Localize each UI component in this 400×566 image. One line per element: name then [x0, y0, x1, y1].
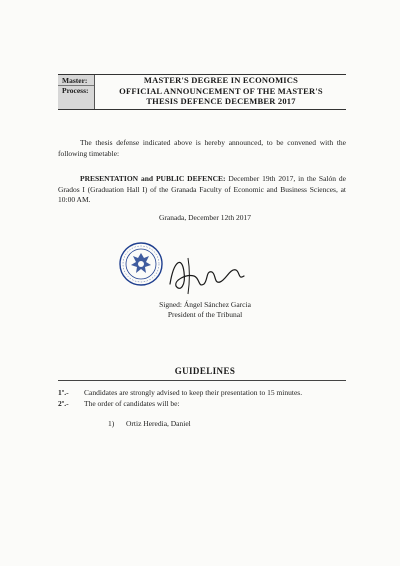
- guideline-item: [58, 388, 346, 398]
- announcement-header: [58, 74, 346, 110]
- guideline-text: The order of candidates will be:: [84, 399, 180, 408]
- guidelines-title: GUIDELINES: [174, 366, 236, 376]
- candidate-list-item: [108, 419, 191, 428]
- header-title-line3: THESIS DEFENCE DECEMBER 2017: [146, 96, 296, 106]
- intro-paragraph: The thesis defense indicated above is hereby announced, to be convened with the following timetable:: [58, 138, 346, 158]
- university-seal-icon: [118, 241, 164, 287]
- guideline-number: 1º.-: [58, 388, 69, 397]
- guideline-number: 2º.-: [58, 399, 69, 408]
- guideline-text: Candidates are strongly advised to keep their presentation to 15 minutes.: [84, 388, 303, 397]
- signatory-role: President of the Tribunal: [167, 310, 243, 319]
- header-title-line1: MASTER'S DEGREE IN ECONOMICS: [143, 75, 299, 85]
- date-place: Granada, December 12th 2017: [158, 213, 252, 222]
- master-label: Master:: [62, 76, 88, 85]
- signatory-block: [130, 300, 280, 320]
- header-title-line2: OFFICIAL ANNOUNCEMENT OF THE MASTER'S: [119, 85, 323, 96]
- guidelines-divider: [58, 380, 346, 381]
- header-label-block: [58, 75, 95, 109]
- presentation-details: December 19th 2017, in the Salón de Grados I (Graduation Hall I) of the Granada Faculty of Economic and Business Sciences, at 10:00 AM.: [58, 174, 346, 204]
- presentation-lead: PRESENTATION and PUBLIC DEFENCE:: [80, 174, 226, 183]
- process-label: Process:: [62, 86, 89, 95]
- header-title: [96, 75, 346, 107]
- candidate-number: 1): [108, 419, 115, 428]
- candidate-name: Ortiz Heredia, Daniel: [126, 419, 191, 428]
- presentation-paragraph: [58, 174, 346, 206]
- signatory-name: Signed: Ángel Sánchez Garcia: [159, 300, 251, 309]
- guideline-item: [58, 399, 346, 409]
- signature-icon: [160, 250, 250, 298]
